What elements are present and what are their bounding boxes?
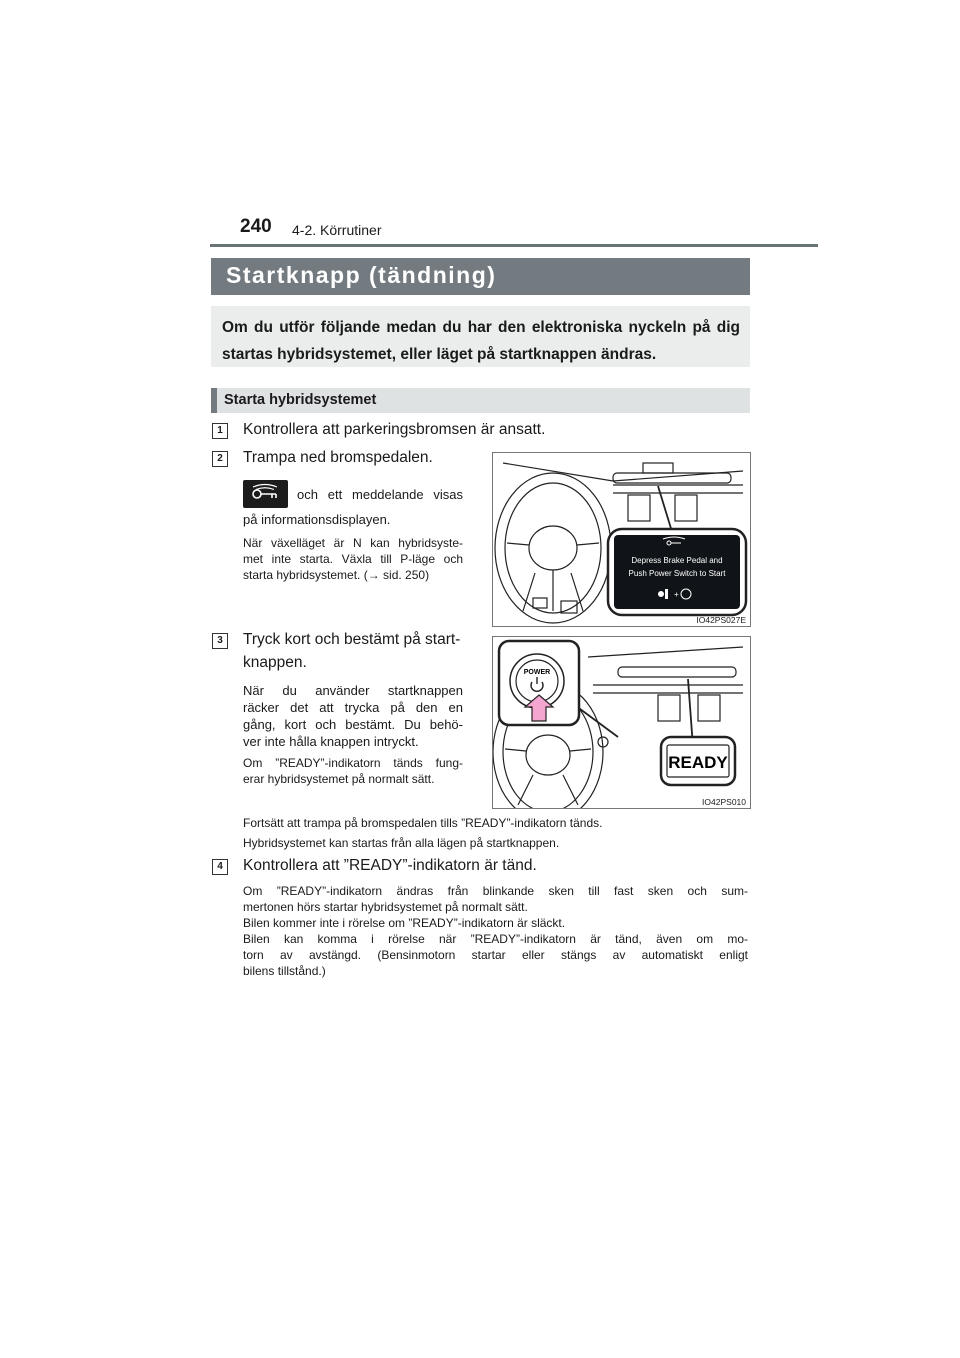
step-4-note-4: Bilen kan komma i rörelse när ”READY”-indikatorn är tänd, även om mo- <box>243 932 748 946</box>
page-title: Startknapp (tändning) <box>226 262 497 288</box>
figure-2-code: IO42PS010 <box>702 797 746 807</box>
figure-dashboard-message <box>492 452 751 627</box>
step-4-note-6: bilens tillstånd.) <box>243 964 326 978</box>
page-number: 240 <box>240 216 272 237</box>
key-icon <box>243 480 288 508</box>
step-number-4: 4 <box>212 859 228 875</box>
step-4-note-5: torn av avstängd. (Bensinmotorn startar eller stängs av automatiskt enligt <box>243 948 748 962</box>
ready-indicator: READY <box>668 753 728 772</box>
step-3-note-1: När du använder startknappen <box>243 683 463 698</box>
dashboard-illustration <box>493 453 750 626</box>
step-number-3: 3 <box>212 633 228 649</box>
power-button-illustration <box>493 637 750 808</box>
figure-power-button <box>492 636 751 809</box>
intro-text: Om du utför följande medan du har den elektroniska nyckeln på dig startas hybridsystemet, eller läget på startknappen ändras. <box>222 319 740 363</box>
step-3-after-2: Hybridsystemet kan startas från alla lägen på startknappen. <box>243 836 560 850</box>
step-3-after-1: Fortsätt att trampa på bromspedalen tills ”READY”-indikatorn tänds. <box>243 816 603 830</box>
section-label: 4-2. Körrutiner <box>292 222 382 238</box>
step-2-small-3: starta hybridsystemet. (→ sid. 250) <box>243 568 430 582</box>
step-3-note-6: erar hybridsystemet på normalt sätt. <box>243 772 435 786</box>
step-2-note-b: på informationsdisplayen. <box>243 512 391 527</box>
subsection-accent <box>211 388 217 413</box>
step-1-text: Kontrollera att parkeringsbromsen är ansatt. <box>243 421 546 438</box>
step-4-text: Kontrollera att ”READY”-indikatorn är tänd. <box>243 857 537 874</box>
step-2-small-2: met inte starta. Växla till P-läge och <box>243 552 463 566</box>
step-number-2: 2 <box>212 451 228 467</box>
svg-text:+: + <box>674 590 679 599</box>
figure-1-code: IO42PS027E <box>696 615 746 625</box>
step-2-note-a: och ett meddelande visas <box>297 487 463 502</box>
step-4-note-2: mertonen hörs startar hybridsystemet på normalt sätt. <box>243 900 528 914</box>
step-2-small-1: När växelläget är N kan hybridsyste- <box>243 536 463 550</box>
power-button-label: POWER <box>523 669 551 676</box>
step-3-note-3: gång, kort och bestämt. Du behö- <box>243 717 463 732</box>
step-4-note-1: Om ”READY”-indikatorn ändras från blinkande sken till fast sken och sum- <box>243 884 748 898</box>
step-4-note-3: Bilen kommer inte i rörelse om ”READY”-indikatorn är släckt. <box>243 916 566 930</box>
figure-1-message-1: Depress Brake Pedal and <box>631 556 723 565</box>
step-3-text-2: knappen. <box>243 654 307 671</box>
subsection-title: Starta hybridsystemet <box>224 392 377 408</box>
step-3-note-4: ver inte hålla knappen intryckt. <box>243 734 419 749</box>
step-number-1: 1 <box>212 423 228 439</box>
figure-1-message-2: Push Power Switch to Start <box>628 569 726 578</box>
step-3-note-5: Om ”READY”-indikatorn tänds fung- <box>243 756 463 770</box>
step-2-text: Trampa ned bromspedalen. <box>243 449 433 466</box>
header-rule <box>210 244 818 247</box>
step-3-note-2: räcker det att trycka på den en <box>243 700 463 715</box>
step-3-text-1: Tryck kort och bestämt på start- <box>243 631 461 648</box>
